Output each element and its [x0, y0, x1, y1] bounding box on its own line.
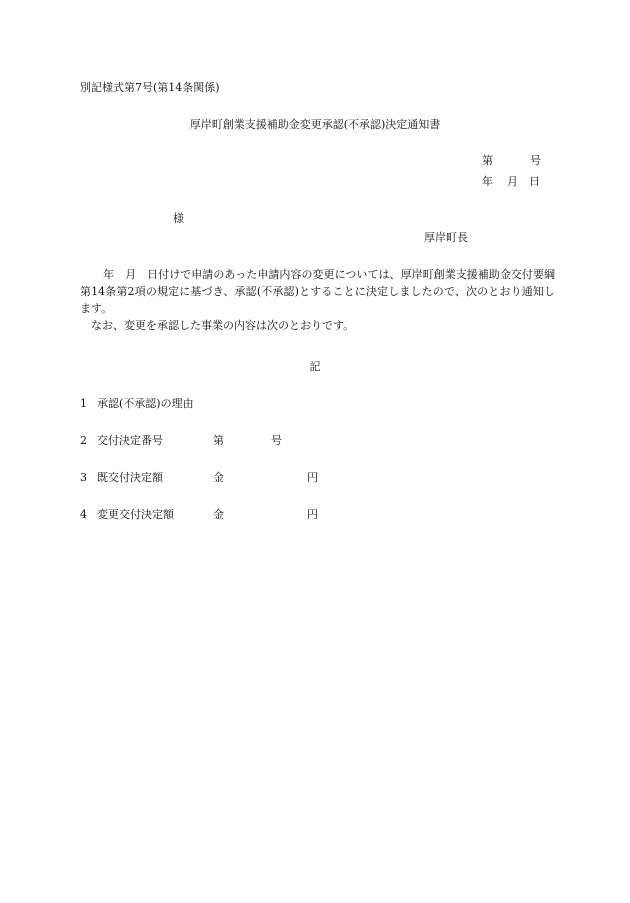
- date-year-label: 年: [482, 175, 493, 188]
- sender-name: 厚岸町長: [424, 231, 468, 244]
- notice-body: [80, 266, 555, 334]
- document-title: 厚岸町創業支援補助金変更承認(不承認)決定通知書: [189, 118, 441, 131]
- item-number: 4: [80, 508, 87, 521]
- item-number: 2: [80, 434, 87, 447]
- item-label-reason: 承認(不承認)の理由: [97, 397, 194, 410]
- item-label-decision-number: 交付決定番号: [97, 434, 163, 447]
- item-number: 3: [80, 471, 87, 484]
- item-label-prior-amount: 既交付決定額: [97, 471, 163, 484]
- item-number: 1: [80, 397, 87, 410]
- ki-heading: 記: [309, 360, 321, 373]
- form-number-label: 別記様式第7号(第14条関係): [80, 81, 220, 94]
- item-value-suffix: 号: [271, 434, 282, 447]
- document-number-suffix: 号: [530, 154, 541, 167]
- body-paragraph-2: なお、変更を承認した事業の内容は次のとおりです。: [91, 319, 355, 332]
- item-label-changed-amount: 変更交付決定額: [97, 508, 174, 521]
- item-value-suffix: 円: [307, 471, 318, 484]
- item-value-prefix: 金: [213, 508, 224, 521]
- date-day-label: 日: [529, 175, 540, 188]
- item-value-suffix: 円: [307, 508, 318, 521]
- addressee-honorific: 様: [173, 212, 184, 225]
- item-value-prefix: 金: [213, 471, 224, 484]
- body-paragraph-1: 年 月 日付けで申請のあった申請内容の変更については、厚岸町創業支援補助金交付要綱第14条第2項の規定に基づき、承認(不承認)とすることに決定しましたので、次のとおり通知します。: [80, 268, 555, 315]
- item-value-prefix: 第: [213, 434, 224, 447]
- document-number-prefix: 第: [482, 154, 493, 167]
- date-month-label: 月: [507, 175, 518, 188]
